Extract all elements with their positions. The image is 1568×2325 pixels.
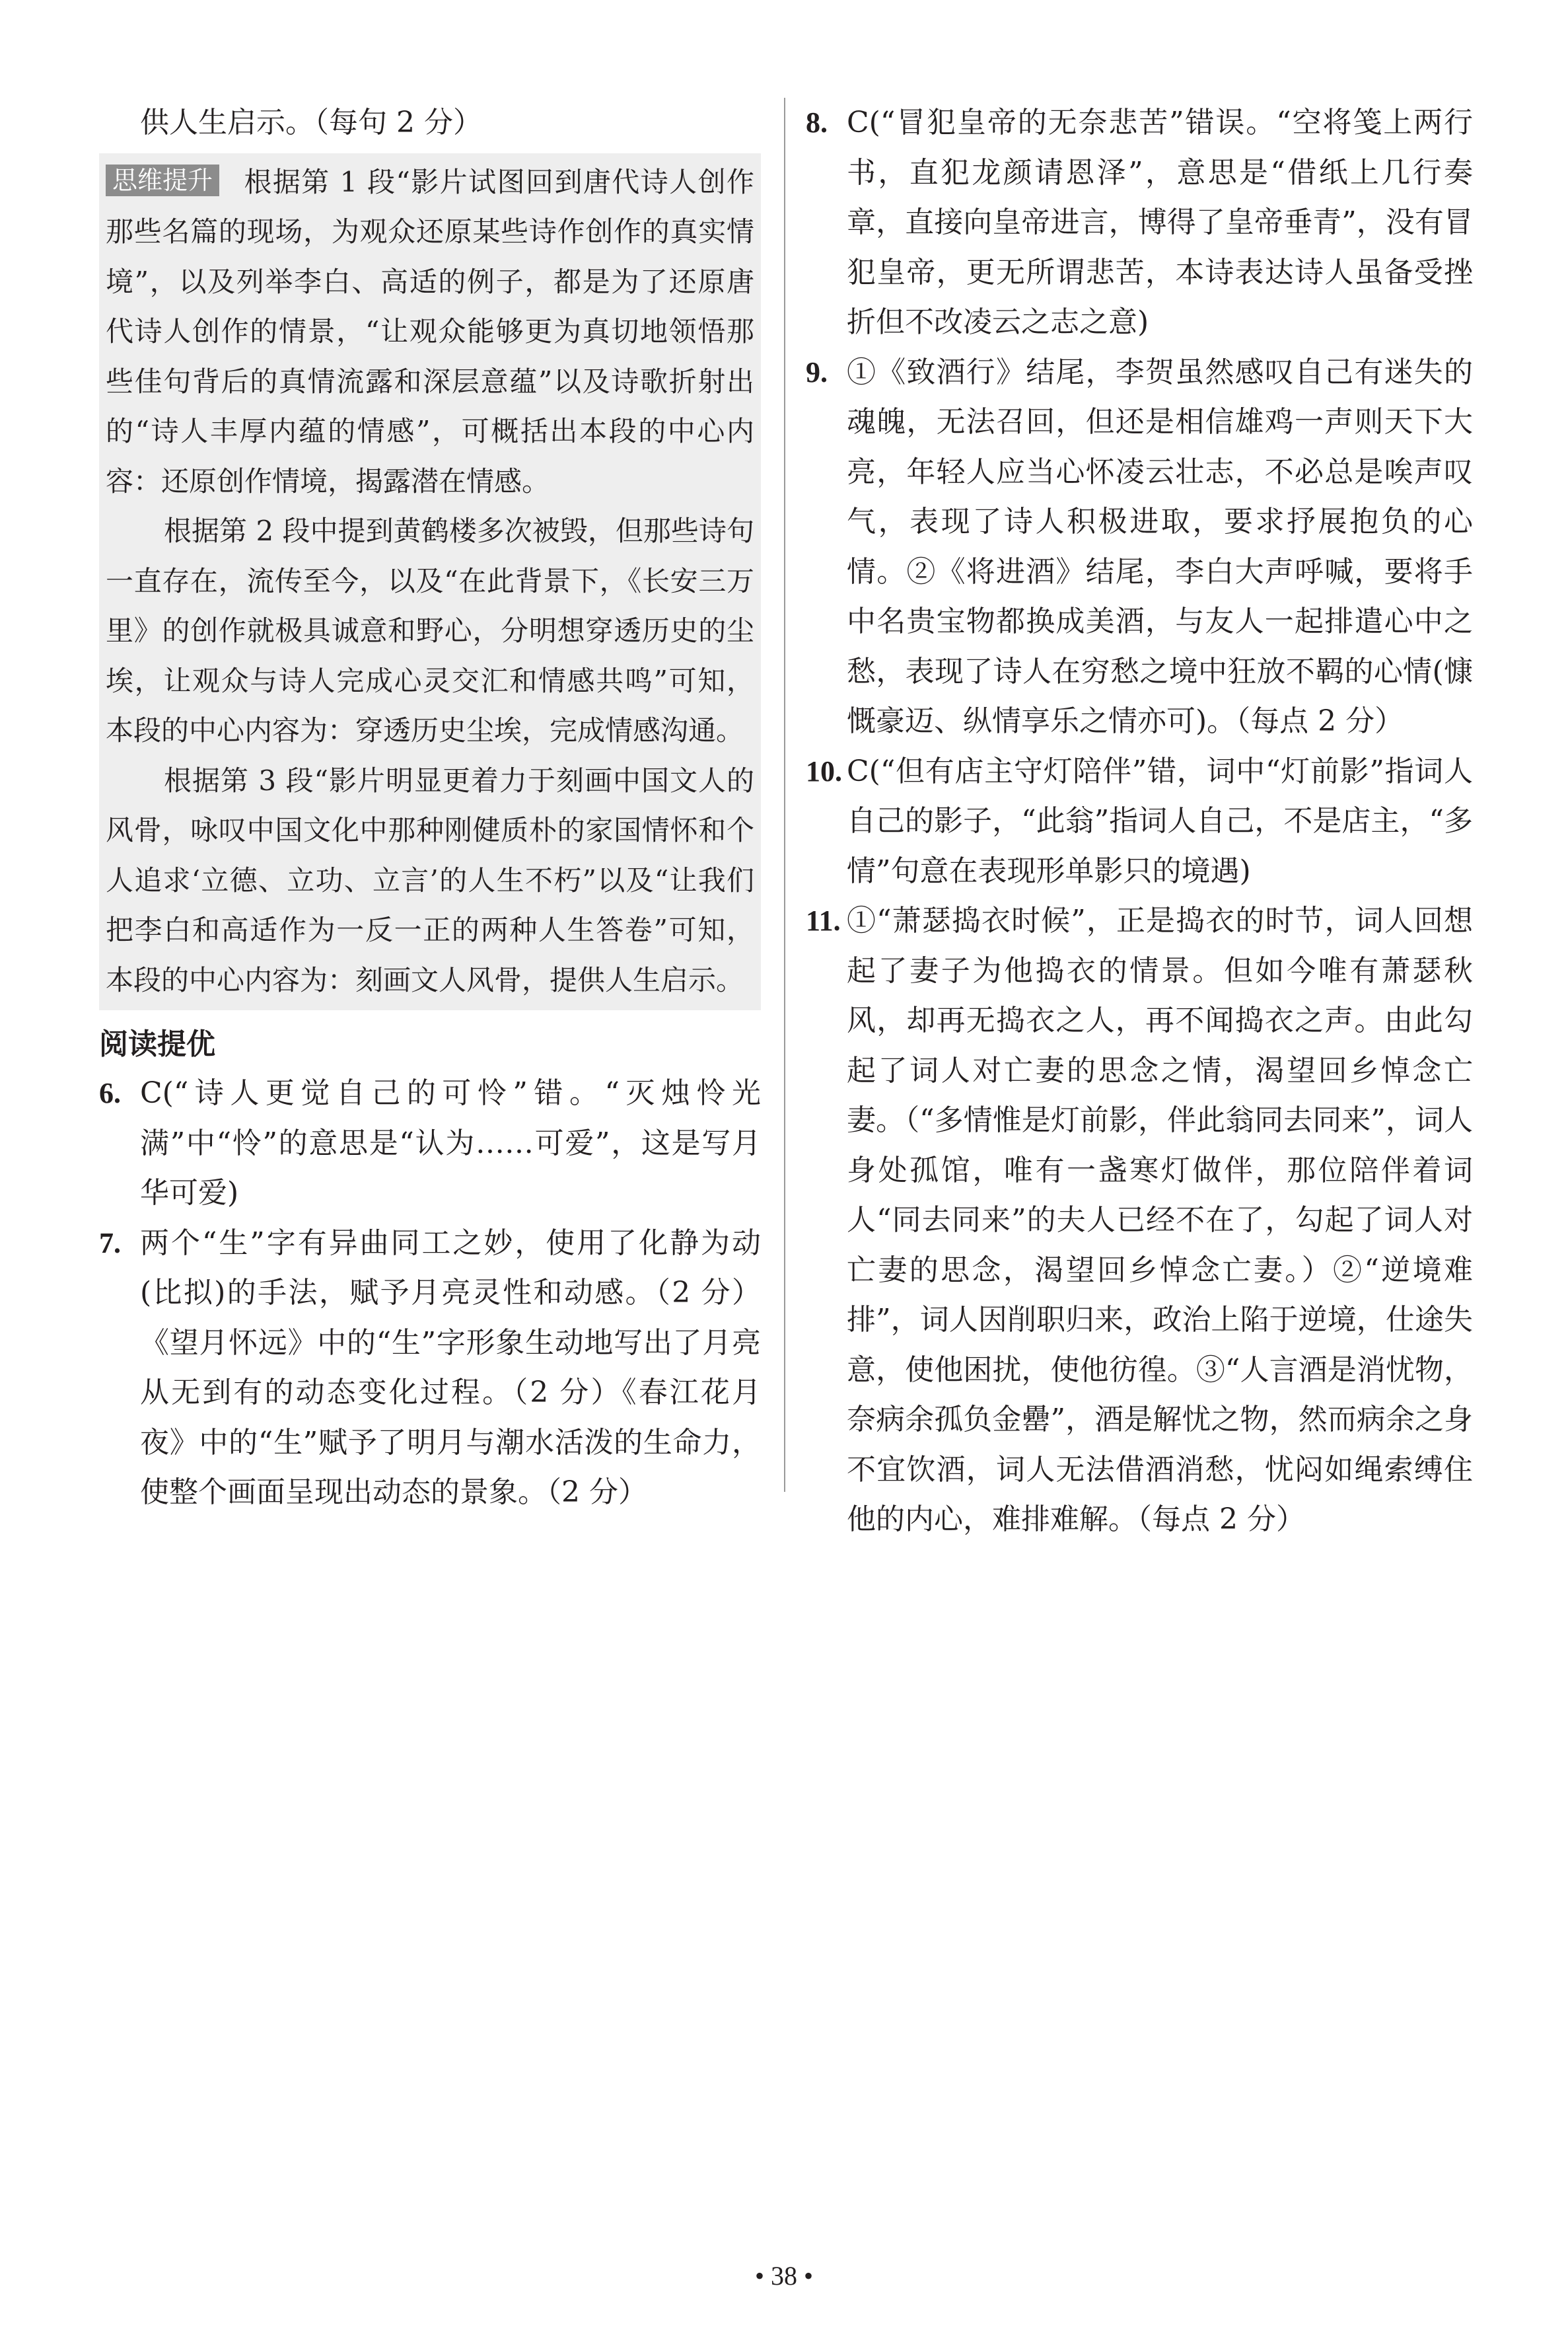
left-column bbox=[99, 98, 761, 1518]
item-number: 8. bbox=[806, 106, 828, 139]
item-number: 7. bbox=[99, 1226, 121, 1259]
thinking-paragraph-3: 根据第 3 段“影片明显更着力于刻画中国文人的风骨，咏叹中国文化中那种刚健质朴的家国情怀和个人追求‘立德、立功、立言’的人生不朽”以及“让我们把李白和高适作为一反一正的两种人生答卷”可知，本段的中心内容为：刻画文人风骨，提供人生启示。 bbox=[106, 764, 754, 996]
item-number: 9. bbox=[806, 355, 828, 388]
item-text: C(“冒犯皇帝的无奈悲苦”错误。“空将笺上两行书，直犯龙颜请恩泽”，意思是“借纸上几行奏章，直接向皇帝进言，博得了皇帝垂青”，没有冒犯皇帝，更无所谓悲苦，本诗表达诗人虽备受挫折但不改凌云之志之意) bbox=[847, 106, 1473, 339]
item-number: 11. bbox=[806, 904, 841, 937]
right-column bbox=[806, 98, 1473, 1545]
item-number: 10. bbox=[806, 755, 842, 788]
item-text: C(“但有店主守灯陪伴”错，词中“灯前影”指词人自己的影子，“此翁”指词人自己，不是店主，“多情”句意在表现形单影只的境遇) bbox=[847, 754, 1473, 888]
continuation-text: 供人生启示。（每句 2 分） bbox=[140, 106, 482, 139]
answer-item-8 bbox=[806, 98, 1473, 348]
page-number: • 38 • bbox=[754, 2261, 813, 2291]
answer-item-10 bbox=[806, 747, 1473, 897]
section-title: 阅读提优 bbox=[99, 1027, 215, 1061]
answer-item-11 bbox=[806, 896, 1473, 1545]
answer-item-6 bbox=[99, 1068, 761, 1218]
item-text: 两个“生”字有异曲同工之妙，使用了化静为动(比拟)的手法，赋予月亮灵性和动感。（2 分）《望月怀远》中的“生”字形象生动地写出了月亮从无到有的动态变化过程。（2 分）《春江花月夜》中的“生”赋予了明月与潮水活泼的生命力，使整个画面呈现出动态的景象。（2 分） bbox=[140, 1226, 761, 1509]
thinking-paragraph-1 bbox=[106, 157, 754, 507]
thinking-p1-text: 根据第 1 段“影片试图回到唐代诗人创作那些名篇的现场，为观众还原某些诗作创作的真实情境”，以及列举李白、高适的例子，都是为了还原唐代诗人创作的情景，“让观众能够更为真切地领悟那些佳句背后的真情流露和深层意蕴”以及诗歌折射出的“诗人丰厚内蕴的情感”，可概括出本段的中心内容：还原创作情境，揭露潜在情感。 bbox=[106, 165, 754, 498]
thinking-tag: 思维提升 bbox=[106, 165, 219, 196]
item-text: ①“萧瑟捣衣时候”，正是捣衣的时节，词人回想起了妻子为他捣衣的情景。但如今唯有萧瑟秋风，却再无捣衣之人，再不闻捣衣之声。由此勾起了词人对亡妻的思念之情，渴望回乡悼念亡妻。（“多情惟是灯前影，伴此翁同去同来”，词人身处孤馆，唯有一盏寒灯做伴，那位陪伴着词人“同去同来”的夫人已经不在了，勾起了词人对亡妻的思念，渴望回乡悼念亡妻。）②“逆境难排”，词人因削职归来，政治上陷于逆境，仕途失意，使他困扰，使他彷徨。③“人言酒是消忧物，奈病余孤负金罍”，酒是解忧之物，然而病余之身不宜饮酒，词人无法借酒消愁，忧闷如绳索缚住他的内心，难排难解。（每点 2 分） bbox=[847, 904, 1473, 1536]
item-text: C(“诗人更觉自己的可怜”错。“灭烛怜光满”中“怜”的意思是“认为……可爱”，这是写月华可爱) bbox=[140, 1076, 761, 1210]
item-text: ①《致酒行》结尾，李贺虽然感叹自己有迷失的魂魄，无法召回，但还是相信雄鸡一声则天下大亮，年轻人应当心怀凌云壮志，不必总是唉声叹气，表现了诗人积极进取，要求抒展抱负的心情。②《将进酒》结尾，李白大声呼喊，要将手中名贵宝物都换成美酒，与友人一起排遣心中之愁，表现了诗人在穷愁之境中狂放不羁的心情(慷慨豪迈、纵情享乐之情亦可)。（每点 2 分） bbox=[847, 355, 1473, 738]
column-divider bbox=[784, 98, 785, 1492]
thinking-paragraph-2: 根据第 2 段中提到黄鹤楼多次被毁，但那些诗句一直存在，流传至今，以及“在此背景下，《长安三万里》的创作就极具诚意和野心，分明想穿透历史的尘埃，让观众与诗人完成心灵交汇和情感共鸣”可知，本段的中心内容为：穿透历史尘埃，完成情感沟通。 bbox=[106, 515, 754, 747]
answer-item-9 bbox=[806, 348, 1473, 747]
item-number: 6. bbox=[99, 1077, 121, 1109]
thinking-box bbox=[99, 153, 761, 1011]
answer-item-7 bbox=[99, 1218, 761, 1518]
